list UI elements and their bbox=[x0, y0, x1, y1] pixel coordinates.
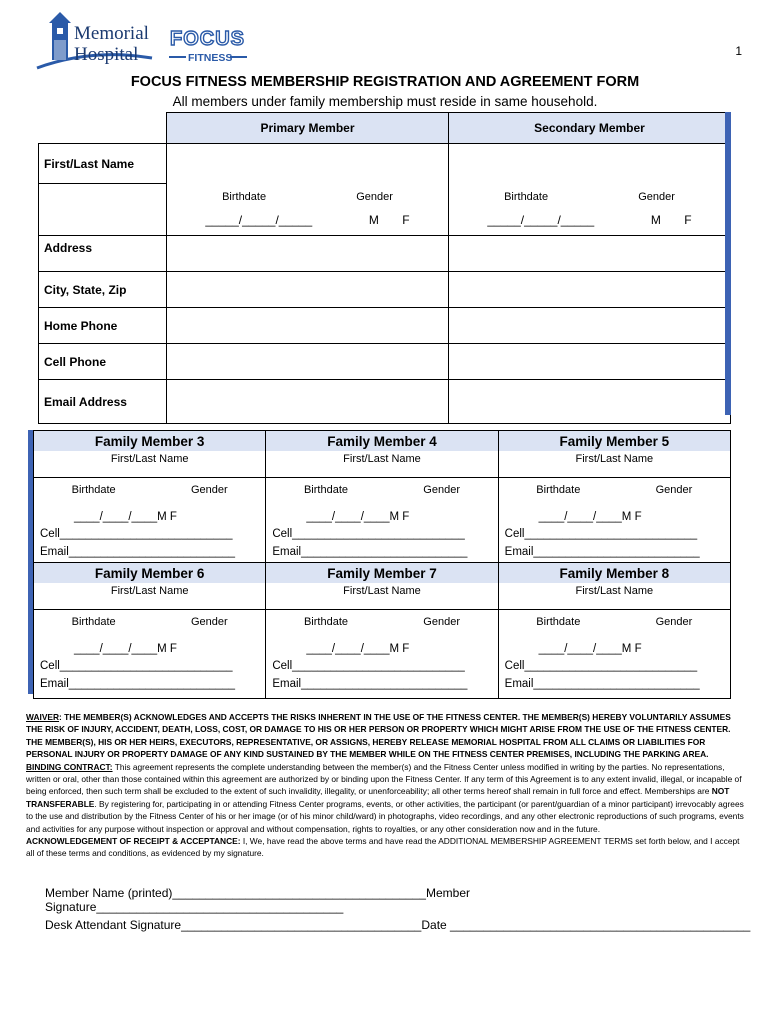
gender-label: Gender bbox=[190, 484, 228, 496]
secondary-address-field[interactable] bbox=[449, 236, 731, 272]
family-member-5-header: Family Member 5 bbox=[559, 433, 670, 449]
birthdate-gender-blank[interactable]: ____/____/____M F bbox=[538, 643, 642, 655]
logo-text-hospital: Hospital bbox=[74, 44, 139, 65]
birthdate-label: Birthdate bbox=[71, 616, 116, 628]
gender-label: Gender bbox=[190, 616, 228, 628]
gender-label: Gender bbox=[638, 191, 675, 204]
family-member-4-details[interactable] bbox=[266, 478, 498, 567]
secondary-city-field[interactable] bbox=[449, 272, 731, 308]
cell-field[interactable]: Cell___________________________ bbox=[272, 528, 465, 540]
not-transferable: NOT TRANSFERABLE bbox=[26, 786, 730, 809]
secondary-name-field[interactable] bbox=[449, 144, 731, 184]
family-member-5-details[interactable] bbox=[498, 478, 730, 567]
email-field[interactable]: Email__________________________ bbox=[272, 678, 468, 690]
cell-field[interactable]: Cell___________________________ bbox=[504, 660, 698, 672]
birthdate-gender-blank[interactable]: ____/____/____M F bbox=[74, 643, 177, 655]
email-field[interactable]: Email__________________________ bbox=[504, 546, 700, 558]
gender-m[interactable]: M bbox=[368, 213, 379, 228]
primary-birth-gender[interactable] bbox=[167, 184, 449, 236]
primary-email-field[interactable] bbox=[167, 380, 449, 424]
family-member-6-header: Family Member 6 bbox=[94, 565, 205, 581]
gender-m[interactable]: M bbox=[650, 213, 661, 228]
waiver-text bbox=[26, 711, 744, 860]
family-member-6-details[interactable] bbox=[34, 610, 266, 699]
birthdate-label: Birthdate bbox=[303, 484, 348, 496]
primary-address-field[interactable] bbox=[167, 236, 449, 272]
desk-attendant-signature-line[interactable]: Desk Attendant Signature____________________________________Date _____________________________________________ bbox=[45, 918, 751, 932]
form-title: FOCUS FITNESS MEMBERSHIP REGISTRATION AND AGREEMENT FORM bbox=[130, 74, 640, 90]
birthdate-label: Birthdate bbox=[303, 616, 348, 628]
email-field[interactable]: Email__________________________ bbox=[40, 546, 236, 558]
acknowledgement-label: ACKNOWLEDGEMENT OF RECEIPT & ACCEPTANCE: bbox=[26, 836, 241, 847]
gender-f[interactable]: F bbox=[402, 213, 410, 228]
primary-table-accent-bar bbox=[725, 112, 731, 415]
cell-field[interactable]: Cell___________________________ bbox=[272, 660, 465, 672]
label-home-phone: Home Phone bbox=[39, 308, 167, 344]
binding-contract-body: This agreement represents the complete understanding between the member(s) and the Fitness Center unless modified in writing by the parties. No representations, written or oral, other than those contained within this agreement are authorized by or binding upon the Fitness Center. If any term of this Agreement is to any extent invalid, illegal, or incapable of being enforced, then such term shall be excluded to the extent of such invalidity, illegality, or unenforceability; all other terms hereof shall remain in full force and effect. Memberships are bbox=[26, 761, 742, 797]
email-field[interactable]: Email__________________________ bbox=[40, 678, 236, 690]
family-member-8-details[interactable] bbox=[498, 610, 730, 699]
birthdate-blank: _____/_____/_____ bbox=[205, 213, 313, 228]
birthdate-label: Birthdate bbox=[71, 484, 116, 496]
binding-contract-label: BINDING CONTRACT: bbox=[26, 761, 113, 772]
birthdate-gender-blank[interactable]: ____/____/____M F bbox=[306, 511, 410, 523]
primary-member-table bbox=[38, 112, 731, 424]
logo-text-focus: FOCUS bbox=[170, 28, 245, 50]
primary-member-header: Primary Member bbox=[167, 113, 449, 144]
birthdate-blank: _____/_____/_____ bbox=[487, 213, 595, 228]
email-field[interactable]: Email__________________________ bbox=[272, 546, 468, 558]
member-signature-line[interactable]: Member Name (printed)______________________________________Member Signature_____________________________________ bbox=[45, 886, 470, 914]
family-table-bottom bbox=[33, 562, 731, 699]
family-member-3-name-field[interactable]: First/Last Name bbox=[34, 451, 266, 478]
gender-label: Gender bbox=[356, 191, 393, 204]
acknowledgement-body: I, We, have read the above terms and have read the ADDITIONAL MEMBERSHIP AGREEMENT TERMS set forth below, and I accept all of these terms and conditions, as evidenced by my signature. bbox=[26, 836, 740, 859]
primary-cell-phone-field[interactable] bbox=[167, 344, 449, 380]
gender-f[interactable]: F bbox=[684, 213, 692, 228]
secondary-home-phone-field[interactable] bbox=[449, 308, 731, 344]
secondary-email-field[interactable] bbox=[449, 380, 731, 424]
primary-city-field[interactable] bbox=[167, 272, 449, 308]
birthdate-gender-blank[interactable]: ____/____/____M F bbox=[306, 643, 410, 655]
family-member-8-name-field[interactable]: First/Last Name bbox=[498, 583, 730, 610]
waiver-label: WAIVER bbox=[26, 712, 60, 722]
waiver-body: : THE MEMBER(S) ACKNOWLEDGES AND ACCEPTS THE RISKS INHERENT IN THE USE OF THE FITNESS CENTER. THE MEMBER(S) HEREBY VOLUNTARILY ASSUMES THE RISK OF INJURY, ACCIDENT, DEATH, LOSS, COST, OR DAMAGE TO HIS OR HER PERSON OR PROPERTY WHICH MIGHT ARISE FROM THE USE OF THE FITNESS CENTER. THE MEMBER(S), HIS OR HER HEIRS, EXECUTORS, REPRESENTATIVE, OR ASSIGNS, HEREBY RELEASE MEMORIAL HOSPITAL FROM ALL CLAIMS OR LIABILITIES FOR PERSONAL INJURY OR PROPERTY DAMAGE OF ANY KIND SUSTAINED BY THE MEMBER WHILE ON THE FITNESS CENTER PREMISES, INCLUDING THE PARKING AREA. bbox=[26, 712, 731, 760]
family-member-7-details[interactable] bbox=[266, 610, 498, 699]
gender-label: Gender bbox=[423, 484, 460, 496]
gender-label: Gender bbox=[655, 484, 693, 496]
family-member-7-header: Family Member 7 bbox=[327, 565, 437, 581]
label-city-state-zip: City, State, Zip bbox=[39, 272, 167, 308]
logo-text-memorial: Memorial bbox=[74, 23, 149, 44]
primary-name-field[interactable] bbox=[167, 144, 449, 184]
page-number: 1 bbox=[735, 44, 742, 58]
cell-field[interactable]: Cell___________________________ bbox=[40, 660, 233, 672]
binding-contract-body-2: . By registering for, participating in or attending Fitness Center programs, events, or other activities, the participant (or parent/guardian of a minor participant) irrevocably agrees to the use and distribution by the Fitness Center of his or her image (or of his minor child/ward) in photographs, video recordings, and any other electronic reproductions of such programs, events and activities for any purpose without inspection or approval and without compensation, rights to royalties, or any other consideration now and in the future. bbox=[26, 798, 744, 834]
secondary-member-header: Secondary Member bbox=[449, 113, 731, 144]
birthdate-label: Birthdate bbox=[222, 191, 267, 204]
email-field[interactable]: Email__________________________ bbox=[504, 678, 700, 690]
form-subtitle: All members under family membership must reside in same household. bbox=[172, 94, 598, 109]
family-member-8-header: Family Member 8 bbox=[559, 565, 670, 581]
family-member-4-name-field[interactable]: First/Last Name bbox=[266, 451, 498, 478]
birthdate-label: Birthdate bbox=[536, 616, 581, 628]
family-member-7-name-field[interactable]: First/Last Name bbox=[266, 583, 498, 610]
label-email-address: Email Address bbox=[39, 380, 167, 424]
gender-label: Gender bbox=[423, 616, 460, 628]
logo-text-fitness: FITNESS bbox=[188, 52, 233, 64]
label-cell-phone: Cell Phone bbox=[39, 344, 167, 380]
secondary-cell-phone-field[interactable] bbox=[449, 344, 731, 380]
label-first-last-name: First/Last Name bbox=[39, 144, 167, 184]
secondary-birth-gender[interactable] bbox=[449, 184, 731, 236]
family-member-6-name-field[interactable]: First/Last Name bbox=[34, 583, 266, 610]
family-member-5-name-field[interactable]: First/Last Name bbox=[498, 451, 730, 478]
family-table-top bbox=[33, 430, 731, 567]
gender-label: Gender bbox=[655, 616, 693, 628]
birthdate-label: Birthdate bbox=[504, 191, 549, 204]
birthdate-label: Birthdate bbox=[536, 484, 581, 496]
primary-home-phone-field[interactable] bbox=[167, 308, 449, 344]
cell-field[interactable]: Cell___________________________ bbox=[504, 528, 698, 540]
birthdate-gender-blank[interactable]: ____/____/____M F bbox=[538, 511, 642, 523]
cell-field[interactable]: Cell___________________________ bbox=[40, 528, 233, 540]
birthdate-gender-blank[interactable]: ____/____/____M F bbox=[74, 511, 177, 523]
label-address: Address bbox=[39, 236, 167, 272]
memorial-hospital-logo bbox=[32, 8, 257, 74]
family-member-4-header: Family Member 4 bbox=[327, 433, 437, 449]
family-member-3-details[interactable] bbox=[34, 478, 266, 567]
family-member-3-header: Family Member 3 bbox=[94, 433, 205, 449]
